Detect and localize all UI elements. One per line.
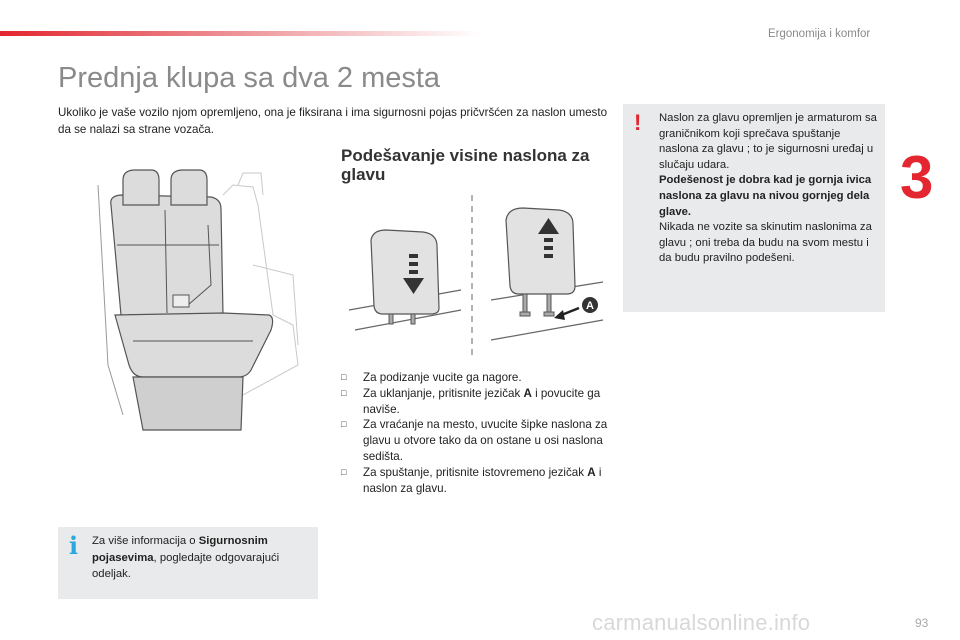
- watermark: carmanualsonline.info: [592, 610, 811, 635]
- warning-text-part2: Nikada ne vozite sa skinutim naslonima za glavu ; oni treba da budu na svom mestu i da budu pravilno podešeni.: [659, 221, 872, 265]
- info-text-post: , pogledajte odgovarajući odeljak.: [92, 551, 280, 580]
- square-bullet-icon: □: [341, 387, 347, 398]
- list-item-text: i povucite ga naviše.: [363, 386, 601, 416]
- info-text-pre: Za više informacija o: [92, 535, 199, 547]
- list-item: [341, 370, 611, 386]
- square-bullet-icon: □: [341, 372, 347, 382]
- instruction-list: [341, 370, 611, 496]
- info-icon: i: [69, 531, 79, 560]
- info-text-bold: Sigurnosnim pojasevima: [92, 535, 268, 564]
- list-item-bold: A: [587, 465, 596, 479]
- info-box: [58, 527, 318, 599]
- headrest-left: [371, 230, 439, 324]
- warning-icon: !: [634, 110, 642, 135]
- callout-a-label: A: [586, 300, 594, 312]
- header-accent-bar: [0, 31, 480, 36]
- bench-seat-illustration: [93, 165, 313, 435]
- headrest-right: [506, 208, 575, 316]
- page-number: 93: [915, 616, 929, 630]
- list-item-text: Za uklanjanje, pritisnite jezičak: [363, 386, 524, 400]
- list-item: [341, 465, 611, 497]
- section-title: Ergonomija i komfor: [768, 28, 871, 40]
- warning-text: [659, 111, 881, 267]
- chapter-number: 3: [900, 144, 934, 211]
- headrest-adjustment-illustration: [341, 190, 611, 360]
- info-text: [92, 533, 312, 583]
- square-bullet-icon: □: [341, 419, 347, 430]
- section-subheading: Podešavanje visine naslona za glavu: [341, 146, 590, 184]
- list-item-text: Za spuštanje, pritisnite istovremeno jezičak: [363, 465, 588, 479]
- list-item-text: i naslon za glavu.: [363, 465, 602, 495]
- warning-text-bold: Podešenost je dobra kad je gornja ivica naslona za glavu na nivou gornjeg dela glave.: [659, 174, 872, 218]
- warning-text-part1: Naslon za glavu opremljen je armaturom sa graničnikom koji sprečava spuštanje naslona za glavu ; to je sigurnosni uređaj u slučaju udara.: [659, 112, 877, 171]
- warning-box: [623, 104, 885, 312]
- list-item-text: Za vraćanje na mesto, uvucite šipke naslona za glavu u otvore tako da on ostane u osi naslona sedišta.: [363, 418, 608, 463]
- list-item: [341, 386, 611, 418]
- list-item-bold: A: [523, 386, 532, 400]
- intro-paragraph: Ukoliko je vaše vozilo njom opremljeno, ona je fiksirana i ima sigurnosni pojas pričvršćen za naslon umesto da se nalazi sa strane vozača.: [58, 106, 608, 136]
- list-item: [341, 417, 611, 464]
- list-item-text: Za podizanje vucite ga nagore.: [363, 371, 522, 384]
- square-bullet-icon: □: [341, 466, 347, 477]
- page-title: Prednja klupa sa dva 2 mesta: [58, 62, 441, 94]
